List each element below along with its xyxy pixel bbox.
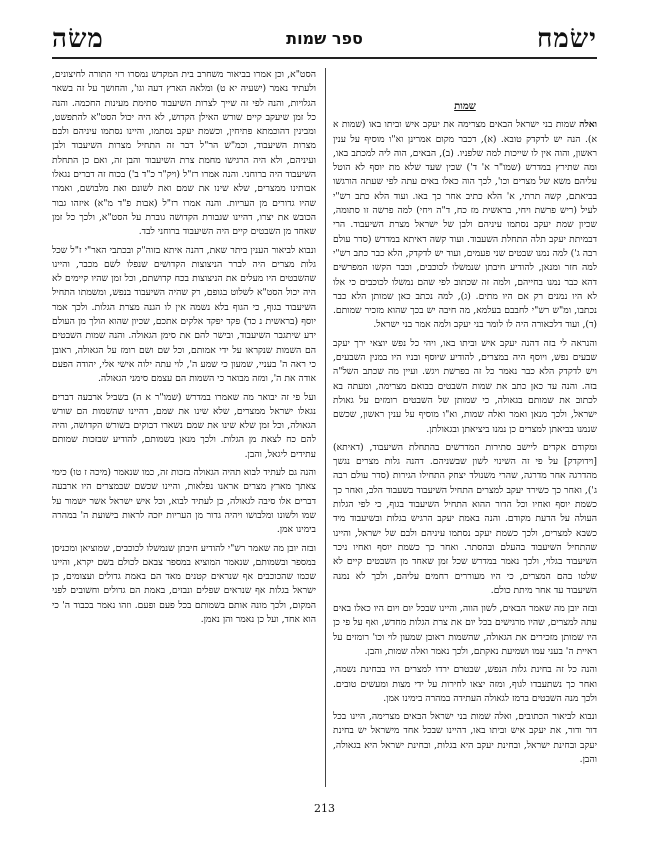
paragraph (52, 244, 316, 387)
column-divider (325, 68, 326, 787)
left-column (52, 68, 316, 787)
running-header (52, 24, 597, 54)
paragraph-lead-word: ואלה (579, 119, 597, 131)
paragraph (333, 602, 597, 659)
paragraph-text: והנה גם לעתיד לבוא תהיה הגאולה בזכות זה, כמו שנאמר (מיכה ז טו) כימי צאתך מארץ מצרים אראנו נפלאות, והיינו שכשם שבמצרים היו ארבעה דברים אלו סיבה לגאולה, כן לעתיד לבוא, וכל איש ישראל אשר ישמור על שמו ולשונו ומלבושו ויהיה גדור מן העריות יזכה לראות בישועת ה' במהרה בימינו אמן. (52, 467, 316, 536)
two-column-body (52, 68, 597, 787)
header-divider (52, 57, 597, 59)
paragraph-text: הסט"א, וכן אמרו בביאור משחרב בית המקדש נמסרו רזי התורה לחיצונים, ולעתיד נאמר (ישעיה יא ט) ומלאה הארץ דעה וגו', והחושך על זה בשאר הגלויות, והנה לפי זה שייך לצרות השיעבוד סתימת מעינות החכמה. והנה כל זמן שיעקב קיים שורש האילן הקדוש, לא היה יכול הסט"א להתפשט, ומבינין דהוכמתא פתיחין, וכשמת יעקב נסתמו, והיינו נסתמו עיניהם ולבם מצרות השיעבוד, וכמ"ש הר"ל דבר זה התחיל מצרות השיעבוד ולבן ועיניהם, ולא היה הרגישו מחמת צרת השיעבוד והבן זה, ואם כן התחלת השיעבוד היה ברוחני. והנה אמרו רז"ל (ויק"ר כ"ד ב') בכוח זה דברים נגאלו אבותינו ממצרים, שלא שינו את שמם ואת לשונם ואת מלבושם, ואמרו שהיו גדורים מן העריות. והנה אמרו רז"ל (אבות פ"ד מ"א) איזהו גבור הכובש את יצרו, דהיינו שגבורת הקדושה גוברת על הסט"א, ולכך כל זמן שאחד מן השבטים קיים היה השיעבוד ברוחני לבד. (52, 69, 316, 238)
paragraph (333, 710, 597, 767)
header-book-title: ישׂמח (536, 24, 597, 54)
paragraph-text: ועל פי זה יבואר מה שאמרו במדרש (שמו"ר א ה) בשביל ארבעה דברים נגאלו ישראל ממצרים, שלא שינו את שמם, דהיינו שהשמות הם שורש הגאולה, וכל זמן שלא שינו את שמם נשארו דבוקים בשורש הקדושה, והיה להם כח לצאת מן הגלות. ולכך מנאן בשמותם, להודיע שבזכות שמותם עתידים ליגאל, והבן. (52, 391, 316, 460)
paragraph (333, 118, 597, 332)
header-section-title: ספר שמות (286, 29, 363, 48)
paragraph-text: ובזה יובן מה שאמר הבאים, לשון הווה, והיינו שבכל יום ויום היו כאלו באים עתה למצרים, שהיו מרגישים בכל יום את צרת הגלות מחדש, ואף על פי כן היו שמותן מזכירים את הגאולה, שהשמות ראובן שמעון לוי וכו' רומזים על ראיית ה' בעני עמו ושמיעת נאקתם, ולכך נאמר ואלה שמות, והבן. (333, 603, 597, 657)
page-number: 213 (314, 802, 335, 815)
paragraph-text: ונבוא לביאור הכתובים, ואלה שמות בני ישראל הבאים מצרימה, היינו בכל דור ודור, את יעקב איש וביתו באו, דהיינו שבכל אחד מישראל יש בחינת יעקב ובחינת ישראל, ובחינת יעקב היא בגלות, ובחינת ישראל היא בגאולה, והבן. (333, 711, 597, 766)
left-column-text (52, 68, 316, 627)
paragraph-text: ומקודם אקדים ליישב סתירות המדרשים בהתחלת השיעבוד, (דאיתא) [וידוקדק] על פי זה השינוי לשון שבשניהם. דהנה גלות מצרים נגשך מהדרגה אחר מדרגה, שהרי משנולד יצחק התחילו הגירות (סדר עולם רבה ג'), ואחר כך כשירד יעקב למצרים התחיל השיעבוד בשעבוד הלב, ואחר כך כשמת יוסף ואחיו וכל הדור ההוא התחיל השיעבוד בגוף, כי לפי הגלות העולה על הדעת מקודם. והנה באמת יעקב הרגיש בגלות ובשיעבוד מיד כשבא למצרים, ולכך כשמת יעקב נסתמו עיניהם ולבם של ישראל, והיינו שהתחיל השיעבוד בהעלם ובהסתר. ואחר כך כשמת יוסף ואחיו ניכר השיעבוד בגלוי, ולכך נאמר במדרש שכל זמן שאחד מן השבטים קיים לא שלטו בהם המצרים, כי היו מעוררים רחמים עליהם, ולכך לא נמנה השיעבוד עד אחר מיתת כולם. (333, 441, 597, 596)
right-column-text (333, 118, 597, 767)
paragraph (52, 542, 316, 628)
paragraph (52, 466, 316, 537)
paragraph-text: ונבוא לביאור הענין ביתר שאת, דהנה איתא בזוה"ק ובכתבי האר"י ז"ל שכל גלות מצרים היה לברר הניצוצות הקדושים שנפלו לשם מכבר, והיינו שהשבטים היו מעלים את הניצוצות בכח קדושתם, וכל זמן שהיו קיימים לא היה יכול הסט"א לשלוט בגופם, רק שהיה השיעבוד בנפש, ומשמתו התחיל השיעבוד בגוף, כי הגוף בלא נשמה אין לו הגנה מצרת הגלות. ולכך אמר יוסף (בראשית נ כד) פקד יפקד אלקים אתכם, שכיון שהוא הולך מן העולם ידע שיתגבר השיעבוד, ובישר להם את סימן הגאולה. והנה שמות השבטים הם השמות שנקראו על ידי אמותם, וכל שם ושם רומז על הגאולה, ראובן כי ראה ה' בעניי, שמעון כי שמע ה', לוי עתה ילוה אישי אלי, יהודה הפעם אודה את ה', ומזה מבואר כי השמות הם עצמם סימני הגאולה. (52, 244, 316, 385)
header-parsha-title: משׂה (52, 24, 104, 54)
paragraph-text: ובזה יובן מה שאמר רש"י להודיע חיבתן שנמשלו לכוכבים, שמוציאן ומכניסן במספר ובשמותם, שנאמר המוציא במספר צבאם לכולם בשם יקרא, והיינו שכמו שהכוכבים אף שנראים קטנים מאד הם באמת גדולים ועצומים, כן ישראל בגלות אף שנראים שפלים ונבזים, באמת הם גדולים וחשובים לפני המקום, ולכך מונה אותם בשמותם בכל פעם ופעם. וזהו נאמר בכבוד ה' כי הוא אחד, ועל כן נאמר והן נאמן. (52, 542, 316, 625)
paragraph-text: והנראה לי בזה דהנה יעקב איש וביתו באו, ויהי כל נפש יוצאי ירך יעקב שבעים נפש, ויוסף היה במצרים, להודיע שיוסף ובניו היו במנין השבעים, ויש לדקדק הלא כבר נאמר כל זה בפרשת ויגש. ועיין מה שכתב השל"ה בזה. והנה עד כאן כתב את שמות השבטים בבואם מצרימה, ומעתה בא לכתוב את שמותם בגאולה, כי שמותן של השבטים רומזים על גאולת ישראל, ולכך מנאן ואמר ואלה שמות, וא"ו מוסיף על ענין ראשון, שכשם שנמנו בביאתן למצרים כן נמנו ביציאתן ובגאולתן. (333, 337, 597, 435)
paragraph-text: שמות בני ישראל הבאים מצרימה את יעקב איש וביתו באו (שמות א א). הנה יש לדקדק טובא. (א), דכבר מקום אמרינן וא"ו מוסיף על ענין ראשון, והוה אין לו שייכות למה שלפניו. (ב), הבאים, הוה ליה למכתב באו, ומה שתירץ במדרש (שמו"ר א' ד') שכין שעד שלא מת יוסף לא הוטל עליהם משא של מצרים וכו', לכך הוה כאלו באים עתה לפי שעתה הורגשו בביאתם, קשה תרתי, א' הלא כתיב אחר כך באו. ועוד הלא כתב רש"י לעיל (ריש פרשת ויחי, בראשית מז כח, ד"ה ויחי) למה פרשה זו סתומה, שכיון שמת יעקב נסתמו עיניהם ולבן של ישראל מצרת השיעבוד. הרי דבמיתת יעקב תלה התחלת השעבוד. ועוד קשה דאיתא במדרש (סדר עולם רבה ג') למה נמנו שבטים שני פעמים, ועוד יש לדקדק, הלא כבר כתב רש"י למה חזר ומנאן, להודיע חיבתן שנמשלו לכוכבים, וכבר הקשו המפרשים דהא כבר נמנו בחייהם, ולמה זה שכתוב לפי שהם נמשלו לכוכבים כי אלו לא היו נמנים רק אם היו מתים. (ג), למה נכתב כאן שמותן הלא כבר נכתבו, ומ"ש רש"י לחבבם בעלמא, מה חיבה יש בכך שהוא מזכיר שמותם. (ד), ועוד דלכאורה היה לו לומר בני יעקב ולמה אמר בני ישראל. (333, 119, 597, 331)
paragraph (333, 441, 597, 598)
paragraph (52, 68, 316, 240)
right-column (333, 68, 597, 787)
paragraph-text: והנה כל זה בחינת גלות הנפש, שבטרם ירדו למצרים היו בבחינת נשמה, ואחר כך נשתעבדו לגוף, ומזה יצאו לחירות על ידי מצות ומעשים טובים. ולכך מנה השבטים ברמז לגאולה העתידה במהרה בימינו אמן. (333, 664, 597, 704)
paragraph (52, 391, 316, 462)
paragraph (333, 337, 597, 437)
paragraph (333, 663, 597, 706)
section-heading: שמות (454, 101, 476, 112)
